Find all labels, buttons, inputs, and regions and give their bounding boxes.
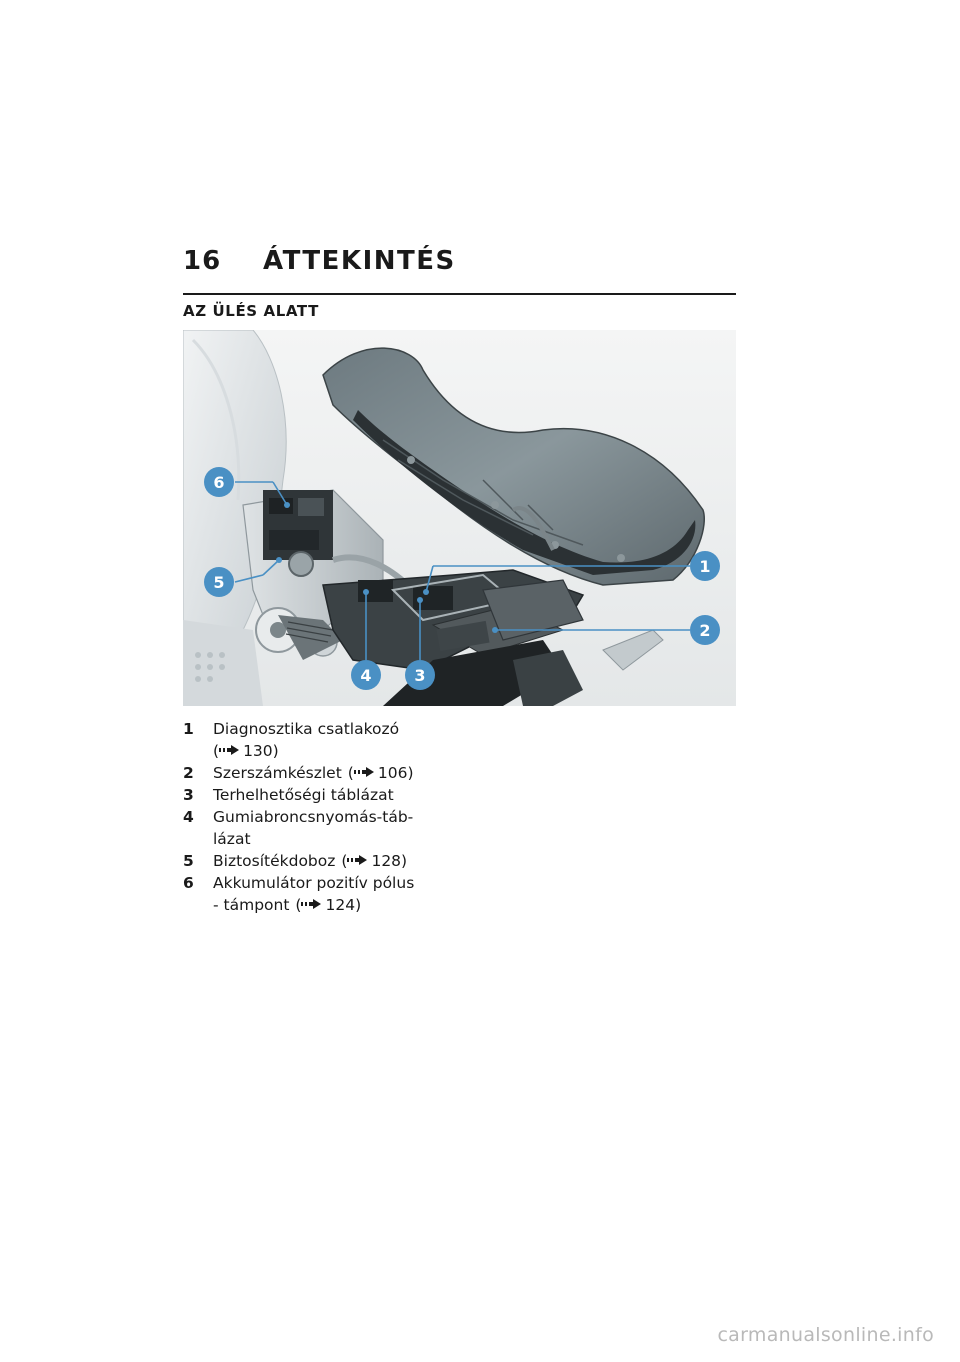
legend-label: Terhelhetőségi táblázat — [213, 786, 394, 804]
svg-text:2: 2 — [699, 621, 711, 640]
page-reference[interactable]: ( 130) — [213, 742, 279, 760]
callout-3 — [405, 660, 435, 690]
legend-label: Akkumulátor pozitív pólus - támpont — [213, 874, 415, 914]
legend-item — [183, 762, 453, 784]
callout-6 — [204, 467, 234, 497]
page-reference[interactable]: ( 124) — [295, 896, 362, 914]
callout-1 — [690, 551, 720, 581]
chapter-title: ÁTTEKINTÉS — [263, 246, 456, 276]
legend-label: Biztosítékdoboz — [213, 852, 336, 870]
page-reference-number: 130 — [243, 742, 273, 760]
page-reference[interactable]: ( 106) — [347, 764, 414, 782]
legend-item — [183, 872, 453, 916]
page-reference[interactable]: ( 128) — [341, 852, 408, 870]
svg-text:4: 4 — [360, 666, 372, 685]
legend-item — [183, 850, 453, 872]
callout-5 — [204, 567, 234, 597]
under-seat-illustration — [183, 330, 736, 706]
svg-text:3: 3 — [414, 666, 426, 685]
watermark: carmanualsonline.info — [717, 1324, 934, 1346]
legend-number: 6 — [183, 874, 194, 892]
page-number: 16 — [183, 246, 222, 276]
page-reference-arrow-icon — [219, 745, 239, 755]
legend-number: 4 — [183, 808, 194, 826]
section-title: AZ ÜLÉS ALATT — [183, 302, 319, 320]
page-reference-number: 128 — [371, 852, 402, 870]
legend-list — [183, 718, 453, 916]
section-divider — [183, 293, 736, 295]
legend-number: 3 — [183, 786, 194, 804]
page-reference-arrow-icon — [347, 855, 367, 865]
page-reference-arrow-icon — [301, 899, 321, 909]
page-reference-arrow-icon — [354, 767, 374, 777]
legend-number: 5 — [183, 852, 194, 870]
legend-item — [183, 784, 453, 806]
legend-number: 1 — [183, 720, 194, 738]
svg-text:5: 5 — [213, 573, 225, 592]
legend-label: Diagnosztika csatlakozó — [213, 720, 400, 738]
legend-label: Gumiabroncsnyomás-táb- lázat — [213, 808, 414, 848]
legend-item — [183, 718, 453, 762]
page-reference-number: 106 — [377, 764, 408, 782]
legend-item — [183, 806, 453, 850]
page-reference-number: 124 — [325, 896, 356, 914]
svg-text:1: 1 — [699, 557, 711, 576]
legend-label: Szerszámkészlet — [213, 764, 342, 782]
page-header — [183, 246, 456, 280]
legend-number: 2 — [183, 764, 194, 782]
svg-text:6: 6 — [213, 473, 225, 492]
callout-2 — [690, 615, 720, 645]
callout-4 — [351, 660, 381, 690]
